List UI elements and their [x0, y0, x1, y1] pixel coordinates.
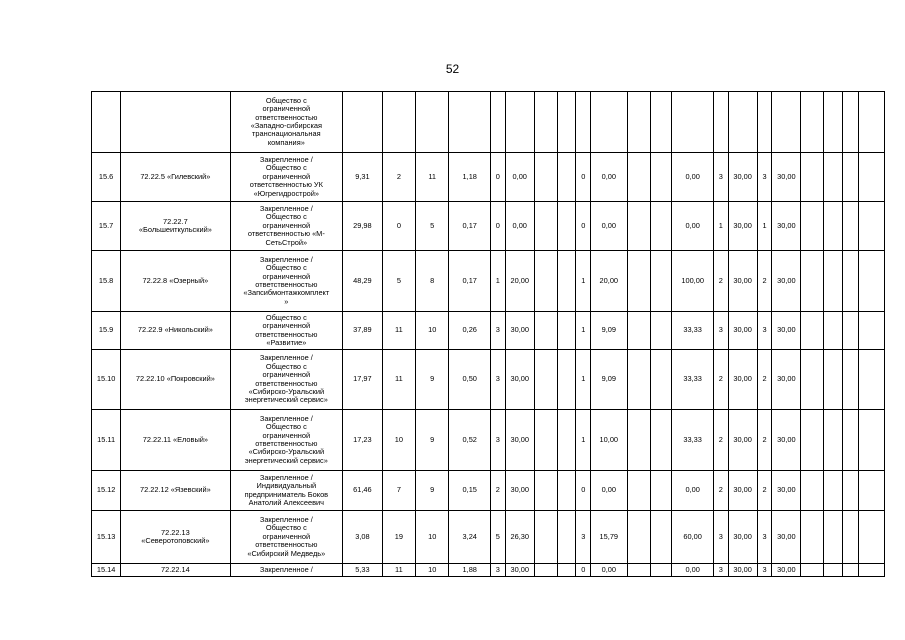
table-cell: 15,79 — [591, 511, 627, 564]
table-row — [92, 350, 885, 410]
table-cell: 72.22.10 «Покровский» — [121, 350, 230, 410]
table-cell — [627, 564, 651, 577]
table-cell: 17,23 — [343, 410, 383, 471]
table-cell — [627, 153, 651, 202]
table-cell: 3 — [491, 312, 506, 350]
table-cell: 61,46 — [343, 471, 383, 511]
table-cell: 30,00 — [772, 410, 801, 471]
table-cell: 72.22.5 «Гилевский» — [121, 153, 230, 202]
table-cell: 0,00 — [505, 153, 534, 202]
table-cell: 3 — [757, 153, 772, 202]
table-cell — [843, 202, 859, 251]
table-cell: 0,17 — [449, 202, 491, 251]
table-cell: 0,26 — [449, 312, 491, 350]
table-cell: 1 — [757, 202, 772, 251]
table-cell — [772, 92, 801, 153]
table-cell — [713, 92, 728, 153]
table-cell — [534, 410, 557, 471]
table-cell — [121, 92, 230, 153]
table-row — [92, 202, 885, 251]
table-cell — [534, 350, 557, 410]
table-cell — [858, 251, 884, 312]
table-cell — [801, 251, 824, 312]
table-row — [92, 92, 885, 153]
table-cell — [858, 202, 884, 251]
table-cell: 30,00 — [505, 564, 534, 577]
table-cell: 30,00 — [728, 153, 757, 202]
table-cell: 3,08 — [343, 511, 383, 564]
table-cell — [591, 92, 627, 153]
table-cell — [557, 511, 576, 564]
table-cell: 0,50 — [449, 350, 491, 410]
table-cell: 30,00 — [505, 410, 534, 471]
table-cell: 3 — [713, 564, 728, 577]
table-cell — [843, 153, 859, 202]
table-cell — [627, 511, 651, 564]
table-cell: 5 — [416, 202, 449, 251]
table-cell: 19 — [382, 511, 415, 564]
table-cell: 30,00 — [772, 202, 801, 251]
table-cell: 0,00 — [591, 153, 627, 202]
table-cell: 3 — [713, 153, 728, 202]
table-cell: 72.22.8 «Озерный» — [121, 251, 230, 312]
table-cell: 30,00 — [772, 312, 801, 350]
table-cell: 11 — [382, 350, 415, 410]
table-cell: 30,00 — [772, 153, 801, 202]
table-cell — [824, 471, 843, 511]
table-cell: 30,00 — [772, 350, 801, 410]
table-cell — [651, 410, 672, 471]
table-cell — [534, 511, 557, 564]
table-cell: 10 — [416, 564, 449, 577]
table-cell — [627, 410, 651, 471]
table-cell: 72.22.13 «Северотоповский» — [121, 511, 230, 564]
table-cell: 9 — [416, 471, 449, 511]
table-cell: 9,09 — [591, 312, 627, 350]
table-cell: 5 — [491, 511, 506, 564]
table-cell: 15.7 — [92, 202, 121, 251]
table-row — [92, 251, 885, 312]
table-cell: 29,98 — [343, 202, 383, 251]
table-cell: 0,00 — [591, 471, 627, 511]
table-cell: 11 — [416, 153, 449, 202]
table-cell: 33,33 — [672, 312, 714, 350]
table-cell — [858, 564, 884, 577]
table-cell: 17,97 — [343, 350, 383, 410]
table-cell — [627, 312, 651, 350]
table-cell — [557, 471, 576, 511]
table-cell: 0 — [576, 153, 591, 202]
table-cell: 2 — [382, 153, 415, 202]
table-cell — [858, 471, 884, 511]
table-cell: 5 — [382, 251, 415, 312]
table-cell — [557, 564, 576, 577]
table-cell — [801, 410, 824, 471]
table-cell: Закрепленное / Общество с ограниченной ответственностью «Сибирско-Уральский энергетический сервис» — [230, 350, 343, 410]
table-cell — [557, 251, 576, 312]
table-cell: 30,00 — [772, 511, 801, 564]
table-cell: 1 — [491, 251, 506, 312]
table-cell: 30,00 — [728, 511, 757, 564]
table-cell — [491, 92, 506, 153]
table-cell — [858, 511, 884, 564]
table-row — [92, 153, 885, 202]
table-cell — [651, 251, 672, 312]
table-cell — [801, 350, 824, 410]
table-cell — [557, 202, 576, 251]
table-cell: 0 — [491, 202, 506, 251]
table-cell — [858, 312, 884, 350]
table-cell — [534, 564, 557, 577]
table-row — [92, 410, 885, 471]
table-cell — [416, 92, 449, 153]
table-cell — [557, 92, 576, 153]
table-cell: 100,00 — [672, 251, 714, 312]
table-cell — [627, 202, 651, 251]
table-cell: 15.11 — [92, 410, 121, 471]
table-cell — [534, 251, 557, 312]
table-cell — [824, 312, 843, 350]
table-cell — [858, 350, 884, 410]
table-cell — [801, 471, 824, 511]
table-cell: 0,00 — [672, 564, 714, 577]
table-cell: 2 — [757, 251, 772, 312]
table-cell — [449, 92, 491, 153]
table-cell: 1,18 — [449, 153, 491, 202]
table-cell — [627, 251, 651, 312]
table-cell: 1,88 — [449, 564, 491, 577]
table-cell — [757, 92, 772, 153]
table-cell — [824, 251, 843, 312]
table-cell — [557, 350, 576, 410]
table-cell: 1 — [713, 202, 728, 251]
table-cell — [651, 564, 672, 577]
table-cell: 0 — [576, 471, 591, 511]
table-cell — [382, 92, 415, 153]
table-cell — [801, 312, 824, 350]
table-cell — [557, 312, 576, 350]
table-cell: 2 — [713, 471, 728, 511]
table-cell — [728, 92, 757, 153]
table-cell: 0 — [576, 202, 591, 251]
table-cell: 72.22.7 «Большеиткульский» — [121, 202, 230, 251]
table-cell — [801, 153, 824, 202]
table-cell: 30,00 — [728, 471, 757, 511]
table-cell: 10 — [382, 410, 415, 471]
table-cell — [843, 92, 859, 153]
table-cell: 30,00 — [505, 350, 534, 410]
table-cell: 2 — [713, 410, 728, 471]
table-cell: 2 — [757, 410, 772, 471]
table-cell — [672, 92, 714, 153]
data-table — [91, 91, 885, 577]
table-cell: 20,00 — [591, 251, 627, 312]
table-cell — [627, 92, 651, 153]
table-cell: 9 — [416, 410, 449, 471]
table-cell: 0 — [491, 153, 506, 202]
table-cell: 33,33 — [672, 350, 714, 410]
table-cell: 3 — [757, 511, 772, 564]
table-cell: 0,00 — [672, 471, 714, 511]
table-cell: 10 — [416, 511, 449, 564]
table-cell: 30,00 — [772, 564, 801, 577]
table-cell — [858, 92, 884, 153]
table-cell — [824, 92, 843, 153]
table-cell — [824, 153, 843, 202]
table-cell: 30,00 — [728, 312, 757, 350]
table-cell: 0,00 — [505, 202, 534, 251]
table-cell — [858, 153, 884, 202]
table-cell — [824, 202, 843, 251]
table-cell: 8 — [416, 251, 449, 312]
table-cell: 3 — [491, 410, 506, 471]
table-cell: 3 — [491, 350, 506, 410]
table-cell — [627, 471, 651, 511]
table-cell: 3 — [713, 312, 728, 350]
table-cell: 11 — [382, 564, 415, 577]
table-cell: 72.22.14 — [121, 564, 230, 577]
table-cell: Закрепленное / Общество с ограниченной ответственностью «М- СетьСтрой» — [230, 202, 343, 251]
table-row — [92, 564, 885, 577]
table-cell: 30,00 — [728, 410, 757, 471]
table-cell: 15.6 — [92, 153, 121, 202]
table-cell: 3 — [491, 564, 506, 577]
table-cell: 2 — [491, 471, 506, 511]
table-cell — [343, 92, 383, 153]
table-cell: 15.10 — [92, 350, 121, 410]
table-cell — [801, 92, 824, 153]
table-cell: 15.12 — [92, 471, 121, 511]
table-cell: 1 — [576, 251, 591, 312]
table-cell — [651, 92, 672, 153]
table-cell: 7 — [382, 471, 415, 511]
table-cell: 0,00 — [591, 564, 627, 577]
table-cell: Закрепленное / Общество с ограниченной ответственностью «Сибирско-Уральский энергетический сервис» — [230, 410, 343, 471]
table-cell — [843, 471, 859, 511]
table-cell — [534, 312, 557, 350]
table-cell: 48,29 — [343, 251, 383, 312]
table-cell — [534, 153, 557, 202]
table-cell: 30,00 — [728, 251, 757, 312]
table-cell: 1 — [576, 350, 591, 410]
table-cell — [858, 410, 884, 471]
table-cell — [801, 564, 824, 577]
table-cell: 60,00 — [672, 511, 714, 564]
table-cell — [843, 564, 859, 577]
table-cell: 3 — [713, 511, 728, 564]
table-cell: 0,00 — [591, 202, 627, 251]
table-cell: 0 — [382, 202, 415, 251]
table-cell: Закрепленное / — [230, 564, 343, 577]
table-cell: 3 — [576, 511, 591, 564]
table-cell — [801, 511, 824, 564]
table-cell: 0,00 — [672, 153, 714, 202]
table-cell — [505, 92, 534, 153]
table-cell: 2 — [757, 471, 772, 511]
table-cell: 0,52 — [449, 410, 491, 471]
table-cell: 30,00 — [505, 312, 534, 350]
table-cell: 33,33 — [672, 410, 714, 471]
table-cell: 30,00 — [728, 564, 757, 577]
table-cell — [843, 511, 859, 564]
table-cell — [651, 511, 672, 564]
table-cell: 0,15 — [449, 471, 491, 511]
table-cell — [534, 471, 557, 511]
table-cell: 2 — [713, 251, 728, 312]
table-cell: 9,31 — [343, 153, 383, 202]
table-cell: 72.22.11 «Еловый» — [121, 410, 230, 471]
table-cell: 1 — [576, 312, 591, 350]
table-cell — [651, 471, 672, 511]
table-cell — [534, 92, 557, 153]
table-cell: Закрепленное / Индивидуальный предприниматель Боков Анатолий Алексеевич — [230, 471, 343, 511]
table-cell: 1 — [576, 410, 591, 471]
table-cell: 15.14 — [92, 564, 121, 577]
table-cell: Общество с ограниченной ответственностью «Западно-сибирская транснациональная компания» — [230, 92, 343, 153]
table-cell — [824, 350, 843, 410]
table-cell: 15.13 — [92, 511, 121, 564]
table-cell — [801, 202, 824, 251]
table-row — [92, 511, 885, 564]
table-cell: Закрепленное / Общество с ограниченной ответственностью УК «Югрегидрострой» — [230, 153, 343, 202]
table-cell: 15.9 — [92, 312, 121, 350]
table-row — [92, 312, 885, 350]
table-cell — [843, 350, 859, 410]
table-cell: 0 — [576, 564, 591, 577]
table-cell: 30,00 — [505, 471, 534, 511]
table-cell — [651, 312, 672, 350]
table-cell — [557, 410, 576, 471]
table-cell: 30,00 — [728, 350, 757, 410]
table-cell: 0,00 — [672, 202, 714, 251]
table-cell: 2 — [713, 350, 728, 410]
table-cell — [92, 92, 121, 153]
table-cell: Закрепленное / Общество с ограниченной ответственностью «Сибирский Медведь» — [230, 511, 343, 564]
table-cell: 5,33 — [343, 564, 383, 577]
table-cell — [651, 153, 672, 202]
table-cell: Общество с ограниченной ответственностью «Развитие» — [230, 312, 343, 350]
table-cell — [534, 202, 557, 251]
table-cell: 3,24 — [449, 511, 491, 564]
table-cell — [843, 410, 859, 471]
page-number: 52 — [445, 62, 460, 76]
table-cell: 2 — [757, 350, 772, 410]
table-cell — [576, 92, 591, 153]
table-cell — [824, 564, 843, 577]
table-cell — [557, 153, 576, 202]
table-cell: 15.8 — [92, 251, 121, 312]
table-cell — [843, 312, 859, 350]
table-cell — [824, 511, 843, 564]
table-cell: 0,17 — [449, 251, 491, 312]
table-cell: 26,30 — [505, 511, 534, 564]
table-cell: 3 — [757, 564, 772, 577]
table-cell: 10,00 — [591, 410, 627, 471]
table-cell: 30,00 — [772, 251, 801, 312]
table-cell: 3 — [757, 312, 772, 350]
table-cell — [651, 350, 672, 410]
table-cell: 72.22.9 «Никольский» — [121, 312, 230, 350]
table-cell: 10 — [416, 312, 449, 350]
table-cell — [627, 350, 651, 410]
table-cell — [843, 251, 859, 312]
table-cell: 30,00 — [772, 471, 801, 511]
table-cell: 11 — [382, 312, 415, 350]
table-cell: 37,89 — [343, 312, 383, 350]
table-cell: 72.22.12 «Язевский» — [121, 471, 230, 511]
table-cell: 20,00 — [505, 251, 534, 312]
table-cell: 9,09 — [591, 350, 627, 410]
table-cell — [824, 410, 843, 471]
table-cell: 30,00 — [728, 202, 757, 251]
table-cell: 9 — [416, 350, 449, 410]
table-row — [92, 471, 885, 511]
table-cell: Закрепленное / Общество с ограниченной ответственностью «Запсибмонтажкомплект » — [230, 251, 343, 312]
table-cell — [651, 202, 672, 251]
